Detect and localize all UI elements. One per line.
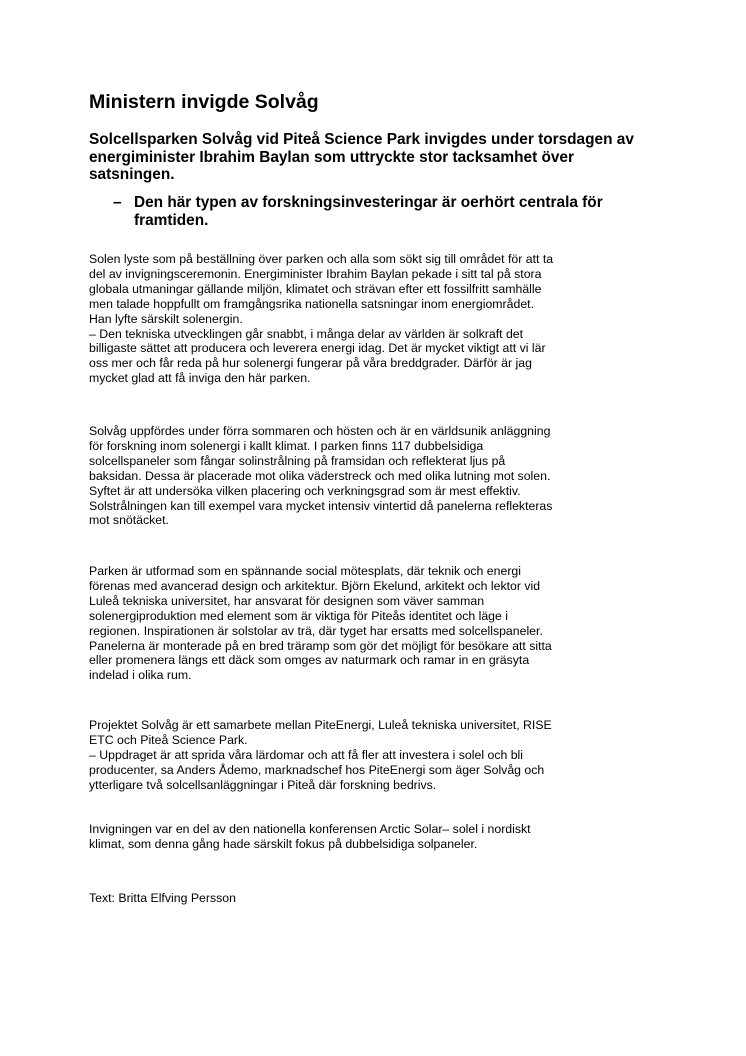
text-line: del av invigningsceremonin. Energiminister Ibrahim Baylan pekade i sitt tal på stora	[89, 266, 542, 281]
text-line: Panelerna är monterade på en bred träramp som gör det möjligt för besökare att sitta	[89, 638, 552, 653]
text-line: förenas med avancerad design och arkitektur. Björn Ekelund, arkitekt och lektor vid	[89, 578, 541, 593]
text-line: mycket glad att få inviga den här parken.	[89, 371, 311, 386]
text-line: ETC och Piteå Science Park.	[89, 732, 248, 747]
text-line: Han lyfte särskilt solenergin.	[89, 311, 243, 326]
text-line: solcellspaneler som fångar solinstrålning på framsidan och reflekterat ljus på	[89, 453, 506, 468]
quote-text: Den här typen av forskningsinvesteringar är oerhört centrala för framtiden.	[134, 194, 603, 229]
text-line: producenter, sa Anders Ådemo, marknadschef hos PiteEnergi som äger Solvåg och	[89, 762, 545, 777]
text-line: men talade hoppfullt om framgångsrika nationella satsningar inom energiområdet.	[89, 296, 534, 311]
body-paragraph-2	[89, 424, 664, 528]
text-line: – Den tekniska utvecklingen går snabbt, i många delar av världen är solkraft det	[89, 326, 524, 341]
text-line: solenergiproduktion med element som är viktiga för Piteås identitet och läge i	[89, 608, 509, 623]
text-line: billigaste sättet att producera och leverera energi idag. Det är mycket viktigt att vi lär	[89, 341, 546, 356]
body-paragraph-3	[89, 564, 664, 683]
body-paragraph-5	[89, 822, 664, 852]
text-line: ytterligare två solcellsanläggningar i Piteå där forskning bedrivs.	[89, 777, 437, 792]
body-paragraph-1	[89, 252, 664, 386]
quote-dash: –	[113, 194, 122, 211]
byline: Text: Britta Elfving Persson	[89, 891, 236, 905]
text-line: Invigningen var en del av den nationella konferensen Arctic Solar– solel i nordiskt	[89, 822, 531, 836]
text-line: – Uppdraget är att sprida våra lärdomar och att få fler att investera i solel och bli	[89, 747, 524, 762]
text-line: för forskning inom solenergi i kallt klimat. I parken finns 117 dubbelsidiga	[89, 438, 484, 453]
body-paragraph-4	[89, 718, 664, 793]
text-line: Solvåg uppfördes under förra sommaren och hösten och är en världsunik anläggning	[89, 424, 551, 438]
text-line: oss mer och får reda på hur solenergi fungerar på våra breddgrader. Därför är jag	[89, 356, 532, 371]
text-line: eller promenera längs ett däck som omges av naturmark och ramar in en gräsyta	[89, 653, 530, 668]
text-line: mot snötäcket.	[89, 513, 169, 528]
text-line: Solstrålningen kan till exempel vara mycket intensiv vintertid då panelerna reflekteras	[89, 498, 553, 513]
text-line: globala utmaningar gällande miljön, klimatet och strävan efter ett fossilfritt samhälle	[89, 281, 542, 296]
text-line: Parken är utformad som en spännande social mötesplats, där teknik och energi	[89, 564, 521, 578]
article-title: Ministern invigde Solvåg	[89, 91, 319, 113]
text-line: Projektet Solvåg är ett samarbete mellan PiteEnergi, Luleå tekniska universitet, RISE	[89, 718, 552, 732]
text-line: Luleå tekniska universitet, har ansvarat för designen som väver samman	[89, 593, 485, 608]
text-line: indelad i olika rum.	[89, 668, 192, 683]
article-lead-quote	[113, 194, 658, 229]
text-line: klimat, som denna gång hade särskilt fokus på dubbelsidiga solpaneler.	[89, 836, 478, 851]
text-line: Syftet är att undersöka vilken placering och verkningsgrad som är mest effektiv.	[89, 483, 521, 498]
text-line: baksidan. Dessa är placerade mot olika väderstreck och med olika lutning mot solen.	[89, 468, 551, 483]
article-lead: Solcellsparken Solvåg vid Piteå Science Park invigdes under torsdagen av energiminister Ibrahim Baylan som uttryckte stor tacksamhet över satsningen.	[89, 131, 634, 183]
text-line: Solen lyste som på beställning över parken och alla som sökt sig till området för att ta	[89, 252, 554, 266]
text-line: regionen. Inspirationen är solstolar av trä, där tyget har ersatts med solcellspaneler.	[89, 623, 543, 638]
